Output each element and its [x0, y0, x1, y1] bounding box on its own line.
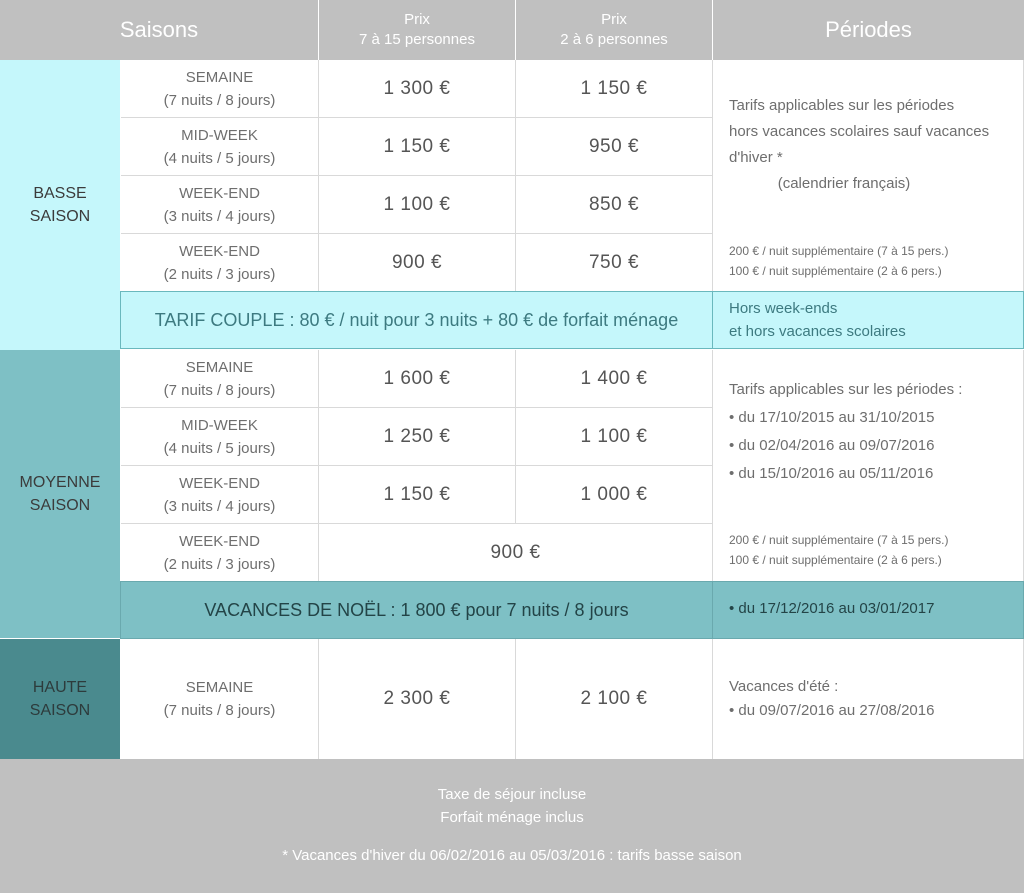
- period-moyenne: [729, 376, 1019, 488]
- stay-type-cell: [121, 639, 318, 759]
- price-cell: 1 250 €: [383, 426, 451, 447]
- season-haute-label: [0, 639, 120, 759]
- extra-night-info: [729, 530, 1019, 570]
- period-bullet: • du 17/10/2015 au 31/10/2015: [729, 409, 935, 426]
- table-footer: [0, 759, 1024, 893]
- price-cell: 1 150 €: [383, 136, 451, 157]
- column-divider: [712, 292, 713, 348]
- price-cell: 1 600 €: [383, 368, 451, 389]
- stay-type: WEEK-END: [179, 532, 260, 550]
- price-cell: 750 €: [588, 252, 640, 273]
- period-text: Tarifs applicables sur les périodes :: [729, 381, 963, 398]
- stay-type: MID-WEEK: [181, 127, 258, 144]
- price-cell: 1 150 €: [383, 484, 451, 505]
- stay-type-cell: [121, 408, 318, 466]
- column-divider: [515, 350, 516, 524]
- vacances-noel-period: • du 17/12/2016 au 03/01/2017: [729, 600, 935, 617]
- period-haute: [729, 675, 1019, 723]
- footer-menage: Forfait ménage inclus: [440, 809, 584, 826]
- stay-duration: (4 nuits / 5 jours): [163, 150, 276, 167]
- season-label-line: SAISON: [29, 702, 91, 719]
- price-cell: 1 000 €: [580, 484, 648, 505]
- column-divider: [712, 582, 713, 638]
- column-divider: [712, 60, 713, 291]
- stay-duration: (7 nuits / 8 jours): [163, 702, 276, 719]
- row-divider: [121, 523, 712, 524]
- couple-note-line: Hors week-ends: [729, 300, 838, 317]
- stay-duration: (7 nuits / 8 jours): [163, 382, 276, 399]
- stay-type: SEMAINE: [185, 69, 254, 86]
- period-text: d'hiver *: [729, 149, 783, 166]
- column-divider: [318, 639, 319, 759]
- season-label-line: MOYENNE: [19, 474, 101, 491]
- row-divider: [121, 465, 712, 466]
- column-divider: [515, 639, 516, 759]
- footer-note: * Vacances d'hiver du 06/02/2016 au 05/03/2016 : tarifs basse saison: [282, 847, 742, 864]
- header-price-label: Prix: [404, 11, 430, 28]
- column-divider: [712, 350, 713, 581]
- extra-night-text: 100 € / nuit supplémentaire (2 à 6 pers.): [729, 553, 942, 567]
- stay-duration: (3 nuits / 4 jours): [163, 208, 276, 225]
- extra-night-text: 100 € / nuit supplémentaire (2 à 6 pers.): [729, 264, 942, 278]
- row-divider: [121, 117, 712, 118]
- tarif-couple-text: TARIF COUPLE : 80 € / nuit pour 3 nuits + 80 € de forfait ménage: [154, 309, 679, 330]
- stay-type: SEMAINE: [185, 359, 254, 376]
- header-price-small-group: [516, 0, 712, 60]
- header-price-label: Prix: [601, 11, 627, 28]
- price-cell: 1 150 €: [580, 78, 648, 99]
- price-cell: 1 400 €: [580, 368, 648, 389]
- extra-night-info: [729, 241, 1019, 281]
- price-cell: 850 €: [588, 194, 640, 215]
- column-divider: [515, 60, 516, 291]
- stay-type: MID-WEEK: [181, 417, 258, 434]
- season-moyenne-label: [0, 350, 120, 638]
- price-cell: 900 €: [391, 252, 443, 273]
- stay-type-cell: [121, 234, 318, 292]
- stay-duration: (7 nuits / 8 jours): [163, 92, 276, 109]
- vacances-noel-text: VACANCES DE NOËL : 1 800 € pour 7 nuits / 8 jours: [204, 599, 629, 620]
- header-price-large-group: [319, 0, 515, 60]
- stay-duration: (2 nuits / 3 jours): [163, 555, 276, 573]
- stay-type: WEEK-END: [179, 475, 260, 492]
- stay-duration: (3 nuits / 4 jours): [163, 498, 276, 515]
- price-cell: 950 €: [588, 136, 640, 157]
- header-divider: [515, 0, 516, 60]
- column-divider: [318, 60, 319, 291]
- stay-type: WEEK-END: [179, 185, 260, 202]
- header-periodes: Périodes: [825, 17, 912, 42]
- price-cell: 2 100 €: [580, 688, 648, 709]
- header-group-size: 2 à 6 personnes: [560, 31, 668, 48]
- price-cell: 1 300 €: [383, 78, 451, 99]
- row-divider: [121, 175, 712, 176]
- stay-duration: (4 nuits / 5 jours): [163, 440, 276, 457]
- period-text: hors vacances scolaires sauf vacances: [729, 123, 990, 140]
- period-text: (calendrier français): [777, 175, 911, 192]
- column-divider: [318, 350, 319, 581]
- extra-night-text: 200 € / nuit supplémentaire (7 à 15 pers.): [729, 533, 949, 547]
- stay-type-cell: [121, 524, 318, 581]
- period-bullet: • du 02/04/2016 au 09/07/2016: [729, 437, 935, 454]
- season-basse-label: [0, 60, 120, 350]
- period-basse: [729, 93, 1019, 197]
- season-label-line: SAISON: [29, 497, 91, 514]
- price-cell-merged: 900 €: [490, 541, 541, 563]
- header-divider: [712, 0, 713, 60]
- row-divider: [121, 407, 712, 408]
- tarif-couple-note: [729, 297, 1019, 343]
- stay-type-cell: [121, 176, 318, 234]
- season-label-line: HAUTE: [32, 679, 88, 696]
- column-divider: [712, 639, 713, 759]
- stay-type: SEMAINE: [185, 679, 254, 696]
- price-cell: 1 100 €: [580, 426, 648, 447]
- extra-night-text: 200 € / nuit supplémentaire (7 à 15 pers.): [729, 244, 949, 258]
- price-cell: 2 300 €: [383, 688, 451, 709]
- stay-type: WEEK-END: [179, 243, 260, 260]
- row-divider: [121, 233, 712, 234]
- header-group-size: 7 à 15 personnes: [359, 31, 475, 48]
- season-label-line: SAISON: [29, 208, 91, 225]
- stay-duration: (2 nuits / 3 jours): [163, 266, 276, 283]
- stay-type-cell: [121, 466, 318, 524]
- stay-type-cell: [121, 60, 318, 118]
- season-label-line: BASSE: [33, 185, 87, 202]
- footer-taxe: Taxe de séjour incluse: [437, 786, 587, 803]
- header-divider: [318, 0, 319, 60]
- period-text: Tarifs applicables sur les périodes: [729, 97, 955, 114]
- stay-type-cell: [121, 118, 318, 176]
- stay-type-cell: [121, 350, 318, 408]
- couple-note-line: et hors vacances scolaires: [729, 323, 906, 340]
- period-text: Vacances d'été :: [729, 678, 839, 695]
- period-bullet: • du 15/10/2016 au 05/11/2016: [729, 465, 934, 482]
- price-cell: 1 100 €: [383, 194, 451, 215]
- header-saisons: Saisons: [119, 17, 199, 42]
- period-bullet: • du 09/07/2016 au 27/08/2016: [729, 702, 935, 719]
